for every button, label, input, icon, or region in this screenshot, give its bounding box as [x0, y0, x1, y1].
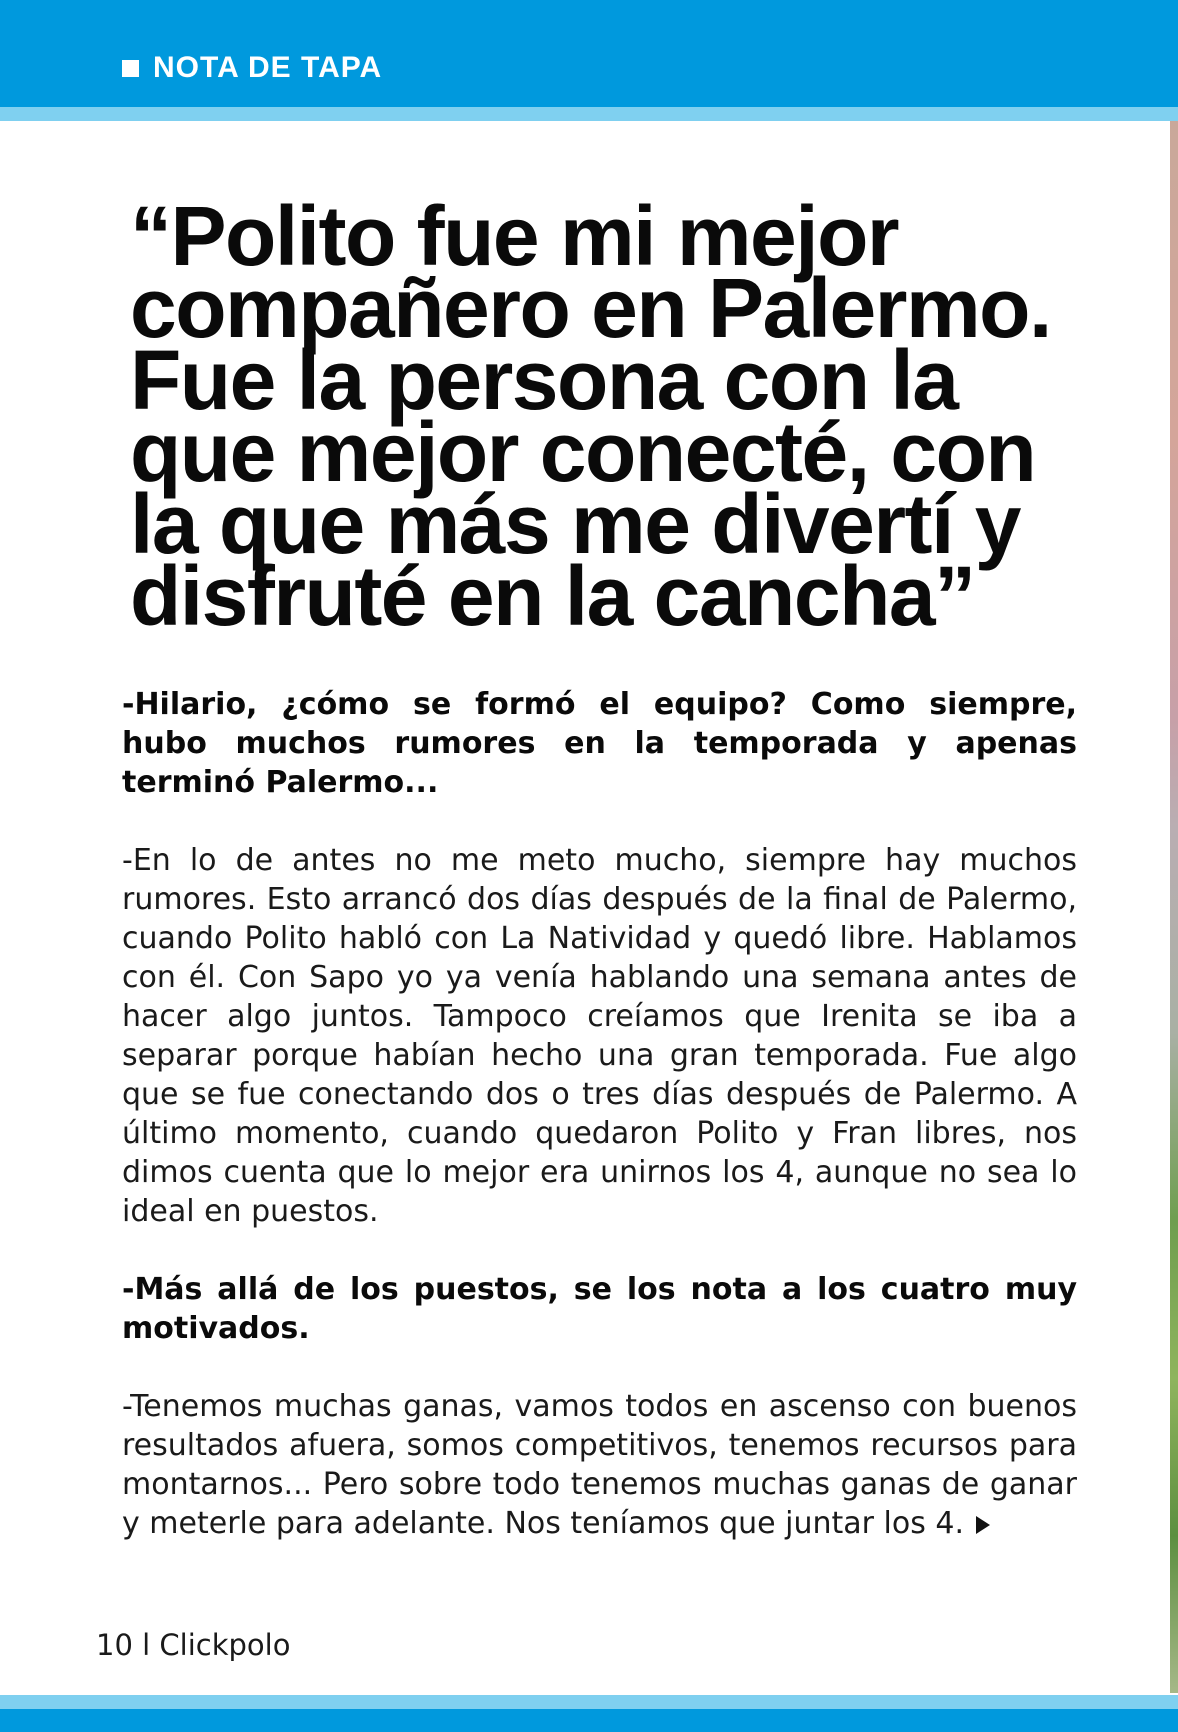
section-label: NOTA DE TAPA: [153, 51, 383, 84]
play-arrow-icon: [976, 1516, 990, 1534]
adjacent-page-photo-edge: [1170, 121, 1178, 1693]
interview-body: [122, 685, 1077, 1582]
answer-paragraph-last: [122, 1387, 1077, 1543]
publication-name: Clickpolo: [159, 1628, 291, 1662]
answer-paragraph: -En lo de antes no me meto mucho, siempre hay muchos rumores. Esto arrancó dos días después de la final de Palermo, cuando Polito habló con La Natividad y quedó libre. Hablamos con él. Con Sapo yo ya venía hablando una semana antes de hacer algo juntos. Tampoco creíamos que Irenita se iba a separar porque habían hecho una gran temporada. Fue algo que se fue conectando dos o tres días después de Palermo. A último momento, cuando quedaron Polito y Fran libres, nos dimos cuenta que lo mejor era unirnos los 4, aunque no sea lo ideal en puestos.: [122, 843, 1077, 1229]
footer-separator: l: [142, 1628, 151, 1662]
square-icon: [122, 60, 139, 77]
question-paragraph: -Más allá de los puestos, se los nota a los cuatro muy motivados.: [122, 1272, 1077, 1346]
section-tag: [122, 48, 382, 88]
question-paragraph: -Hilario, ¿cómo se formó el equipo? Como siempre, hubo muchos rumores en la temporada y apenas terminó Palermo...: [122, 687, 1077, 800]
footer-stripe: [0, 1695, 1178, 1709]
footer-bar: [0, 1709, 1178, 1732]
page-footer: [96, 1628, 290, 1662]
page-number: 10: [96, 1628, 133, 1662]
headline-quote: “Polito fue mi mejor compañero en Palermo. Fue la persona con la que mejor conecté, con la que más me divertí y disfruté en la cancha”: [130, 189, 1051, 643]
answer-text: -Tenemos muchas ganas, vamos todos en ascenso con buenos resultados afuera, somos competitivos, tenemos recursos para montarnos... Pero sobre todo tenemos muchas ganas de ganar y meterle para adelante. Nos teníamos que juntar los 4.: [122, 1389, 1077, 1541]
header-stripe: [0, 107, 1178, 121]
